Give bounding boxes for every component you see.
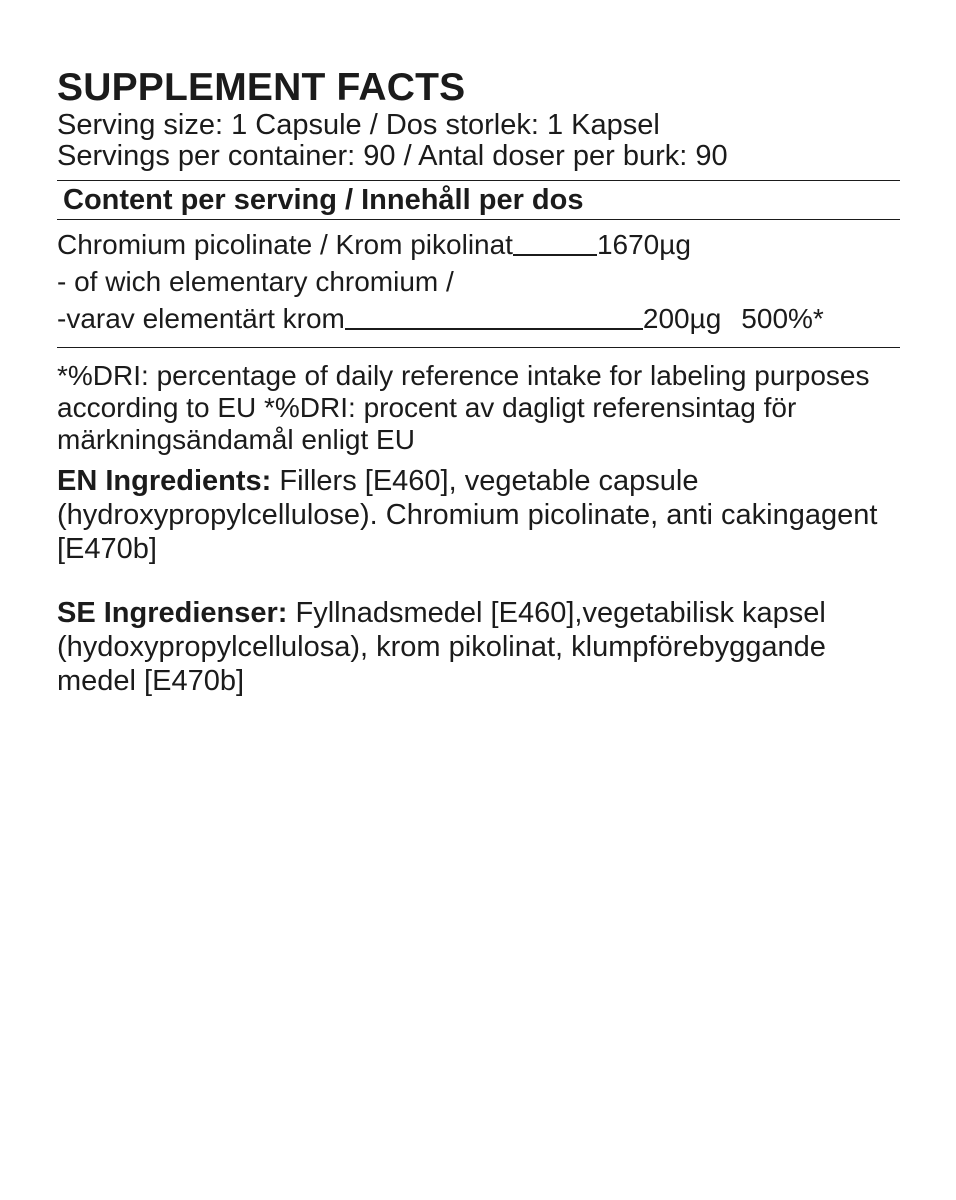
servings-per-container: Servings per container: 90 / Antal doser per burk: 90 — [57, 140, 728, 172]
nutrient-amount: 200µg — [642, 303, 722, 334]
divider-bottom — [57, 347, 900, 348]
ingredients-en-heading: EN Ingredients: — [57, 465, 272, 497]
supplement-facts-label — [57, 66, 900, 698]
nutrient-name: Chromium picolinate / Krom pikolinat — [57, 229, 513, 260]
nutrient-amount: 1670µg — [596, 229, 691, 260]
dri-footnote: *%DRI: percentage of daily reference intake for labeling purposes according to EU *%DRI: procent av dagligt referensintag för märkningsändamål enligt EU — [57, 360, 870, 455]
nutrient-table — [57, 220, 900, 347]
serving-size: Serving size: 1 Capsule / Dos storlek: 1 Kapsel — [57, 109, 660, 141]
ingredients-se-heading: SE Ingredienser: — [57, 597, 288, 629]
ingredients-en-text: Fillers [E460], vegetable capsule (hydroxypropylcellulose). Chromium picolinate, anti cakingagent [E470b] — [57, 465, 878, 565]
nutrient-row-elementary-chromium — [57, 300, 900, 337]
nutrient-dri-percent: 500%* — [741, 303, 824, 334]
ingredients-en — [57, 464, 887, 566]
ingredients-se — [57, 596, 887, 698]
leader-line — [513, 254, 597, 256]
label-title: SUPPLEMENT FACTS — [57, 66, 466, 109]
nutrient-subrow-label: - of wich elementary chromium / — [57, 266, 454, 297]
content-header: Content per serving / Innehåll per dos — [63, 184, 584, 216]
nutrient-row-chromium-picolinate — [57, 226, 900, 263]
leader-line — [345, 328, 643, 330]
nutrient-name: -varav elementärt krom — [57, 303, 345, 334]
ingredients-se-text: Fyllnadsmedel [E460],vegetabilisk kapsel (hydoxypropylcellulosa), krom pikolinat, klumpförebyggande medel [E470b] — [57, 597, 826, 697]
